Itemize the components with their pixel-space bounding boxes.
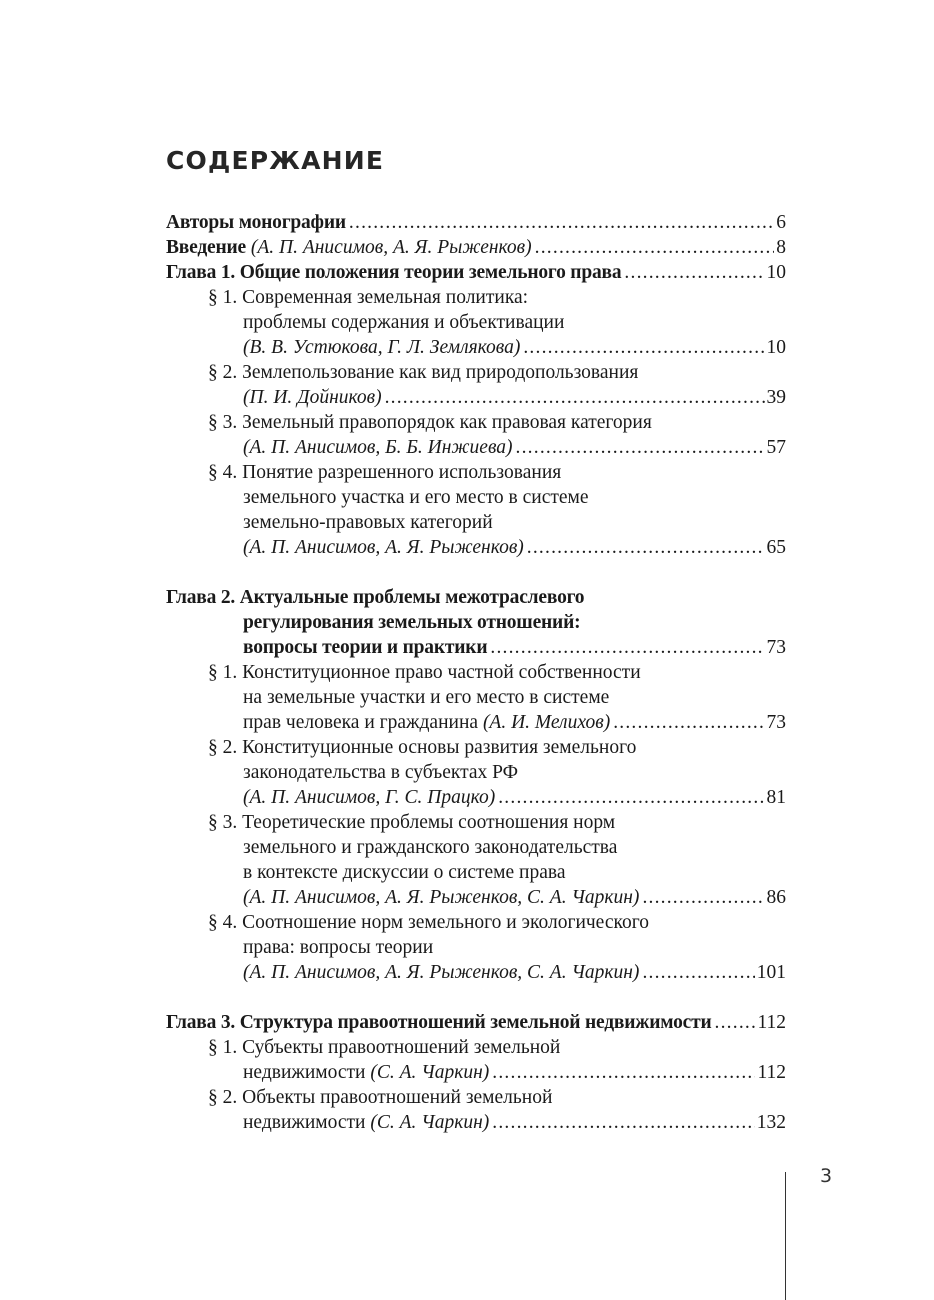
page-ref: 73 bbox=[766, 637, 786, 658]
toc-chapter-3[interactable] bbox=[166, 1010, 786, 1035]
page-ref: 81 bbox=[766, 787, 786, 808]
section-title: § 1. Субъекты правоотношений земельной bbox=[208, 1037, 561, 1058]
dot-leader bbox=[624, 260, 764, 285]
entry-authors: (А. П. Анисимов, Б. Б. Инжиева) bbox=[243, 437, 513, 458]
dot-leader bbox=[523, 335, 764, 360]
section-title: § 3. Теоретические проблемы соотношения норм bbox=[208, 812, 616, 833]
toc-section-2-1[interactable] bbox=[166, 660, 786, 685]
toc-section-2-4[interactable] bbox=[166, 910, 786, 935]
toc-section-2-3-authors bbox=[166, 885, 786, 910]
page-ref: 65 bbox=[766, 537, 786, 558]
section-title: § 4. Понятие разрешенного использования bbox=[208, 462, 562, 483]
toc-section-3-1[interactable] bbox=[166, 1035, 786, 1060]
page-ref: 8 bbox=[776, 237, 786, 258]
entry-authors: (А. П. Анисимов, Г. С. Працко) bbox=[243, 787, 496, 808]
toc-section-2-3[interactable] bbox=[166, 810, 786, 835]
section-title: § 2. Землепользование как вид природопользования bbox=[208, 362, 639, 383]
toc-section-2-1-authors: прав человека и гражданина (А. И. Мелихов) ..... 73 bbox=[166, 710, 786, 735]
chapter-title: Глава 3. Структура правоотношений земельной недвижимости bbox=[166, 1012, 712, 1033]
page-ref: 86 bbox=[766, 887, 786, 908]
dot-leader bbox=[527, 535, 765, 560]
toc-chapter-2-cont: регулирования земельных отношений: bbox=[243, 612, 581, 633]
toc-section-2-2-cont: законодательства в субъектах РФ bbox=[243, 762, 519, 783]
entry-label: Авторы монографии bbox=[166, 212, 346, 233]
margin-rule bbox=[785, 1172, 786, 1300]
entry-authors: (С. А. Чаркин) bbox=[370, 1112, 490, 1133]
chapter-title: Глава 1. Общие положения теории земельного права bbox=[166, 262, 622, 283]
toc-section-3-2[interactable] bbox=[166, 1085, 786, 1110]
dot-leader bbox=[492, 1110, 754, 1135]
toc-chapter-1[interactable] bbox=[166, 260, 786, 285]
toc-section-2-4-authors bbox=[166, 960, 786, 985]
page-ref: 112 bbox=[757, 1012, 786, 1033]
section-title: § 4. Соотношение норм земельного и экологического bbox=[208, 912, 649, 933]
section-title: § 2. Объекты правоотношений земельной bbox=[208, 1087, 553, 1108]
toc-section-1-2[interactable] bbox=[166, 360, 786, 385]
section-title: § 3. Земельный правопорядок как правовая категория bbox=[208, 412, 652, 433]
page-ref: 10 bbox=[766, 262, 786, 283]
toc-section-2-2-authors bbox=[166, 785, 786, 810]
dot-leader bbox=[516, 435, 765, 460]
entry-authors: (П. И. Дойников) bbox=[243, 387, 382, 408]
toc-section-2-1-cont: на земельные участки и его место в системе bbox=[243, 687, 610, 708]
toc-section-3-1-authors: недвижимости (С. А. Чаркин) ..... 112 bbox=[166, 1060, 786, 1085]
dot-leader bbox=[349, 210, 774, 235]
dot-leader bbox=[385, 385, 765, 410]
dot-leader bbox=[535, 235, 775, 260]
dot-leader bbox=[490, 635, 764, 660]
entry-label: Введение bbox=[166, 237, 246, 258]
entry-authors: (А. П. Анисимов, А. Я. Рыженков) bbox=[243, 537, 524, 558]
toc-section-2-4-cont: права: вопросы теории bbox=[243, 937, 434, 958]
dot-leader bbox=[492, 1060, 755, 1085]
section-title: § 2. Конституционные основы развития земельного bbox=[208, 737, 637, 758]
toc-section-2-3-cont: земельного и гражданского законодательства bbox=[243, 837, 618, 858]
toc-section-2-3-cont: в контексте дискуссии о системе права bbox=[243, 862, 566, 883]
entry-authors: (А. И. Мелихов) bbox=[482, 712, 611, 733]
page-ref: 6 bbox=[776, 212, 786, 233]
toc-section-1-4-cont: земельно-правовых категорий bbox=[243, 512, 493, 533]
toc-section-1-3[interactable] bbox=[166, 410, 786, 435]
page-ref: 10 bbox=[766, 337, 786, 358]
dot-leader bbox=[498, 785, 764, 810]
chapter-title: Глава 2. Актуальные проблемы межотраслевого bbox=[166, 587, 585, 608]
toc-section-1-1[interactable] bbox=[166, 285, 786, 310]
entry-authors: (А. П. Анисимов, А. Я. Рыженков) bbox=[250, 237, 532, 258]
table-of-contents bbox=[166, 210, 786, 1135]
toc-section-1-2-authors bbox=[166, 385, 786, 410]
toc-section-1-4-cont: земельного участка и его место в системе bbox=[243, 487, 589, 508]
section-title: § 1. Конституционное право частной собственности bbox=[208, 662, 641, 683]
page-ref: 132 bbox=[756, 1112, 786, 1133]
dot-leader bbox=[613, 710, 764, 735]
entry-authors: (А. П. Анисимов, А. Я. Рыженков, С. А. Чаркин) bbox=[243, 962, 640, 983]
dot-leader bbox=[715, 1010, 756, 1035]
toc-section-3-2-authors: недвижимости (С. А. Чаркин) ..... 132 bbox=[166, 1110, 786, 1135]
toc-section-1-3-authors bbox=[166, 435, 786, 460]
entry-authors: (С. А. Чаркин) bbox=[370, 1062, 490, 1083]
toc-chapter-2[interactable] bbox=[166, 585, 786, 610]
entry-authors: (А. П. Анисимов, А. Я. Рыженков, С. А. Чаркин) bbox=[243, 887, 640, 908]
toc-section-1-4-authors bbox=[166, 535, 786, 560]
spacer bbox=[166, 985, 786, 1010]
page-ref: 57 bbox=[766, 437, 786, 458]
spacer bbox=[166, 560, 786, 585]
page-title: СОДЕРЖАНИЕ bbox=[166, 146, 385, 175]
toc-chapter-2-cont: вопросы теории и практики ..... 73 bbox=[166, 635, 786, 660]
dot-leader bbox=[642, 960, 754, 985]
toc-entry-intro[interactable] bbox=[166, 235, 786, 260]
page-ref: 39 bbox=[766, 387, 786, 408]
entry-authors: (В. В. Устюкова, Г. Л. Землякова) bbox=[243, 337, 521, 358]
page-number: 3 bbox=[820, 1165, 833, 1187]
dot-leader bbox=[642, 885, 764, 910]
section-title: § 1. Современная земельная политика: bbox=[208, 287, 529, 308]
toc-entry-authors[interactable] bbox=[166, 210, 786, 235]
page-ref: 112 bbox=[757, 1062, 786, 1083]
page-ref: 73 bbox=[766, 712, 786, 733]
toc-section-1-1-cont: проблемы содержания и объективации bbox=[243, 312, 565, 333]
toc-section-1-4[interactable] bbox=[166, 460, 786, 485]
toc-section-1-1-authors bbox=[166, 335, 786, 360]
page-ref: 101 bbox=[756, 962, 786, 983]
toc-section-2-2[interactable] bbox=[166, 735, 786, 760]
